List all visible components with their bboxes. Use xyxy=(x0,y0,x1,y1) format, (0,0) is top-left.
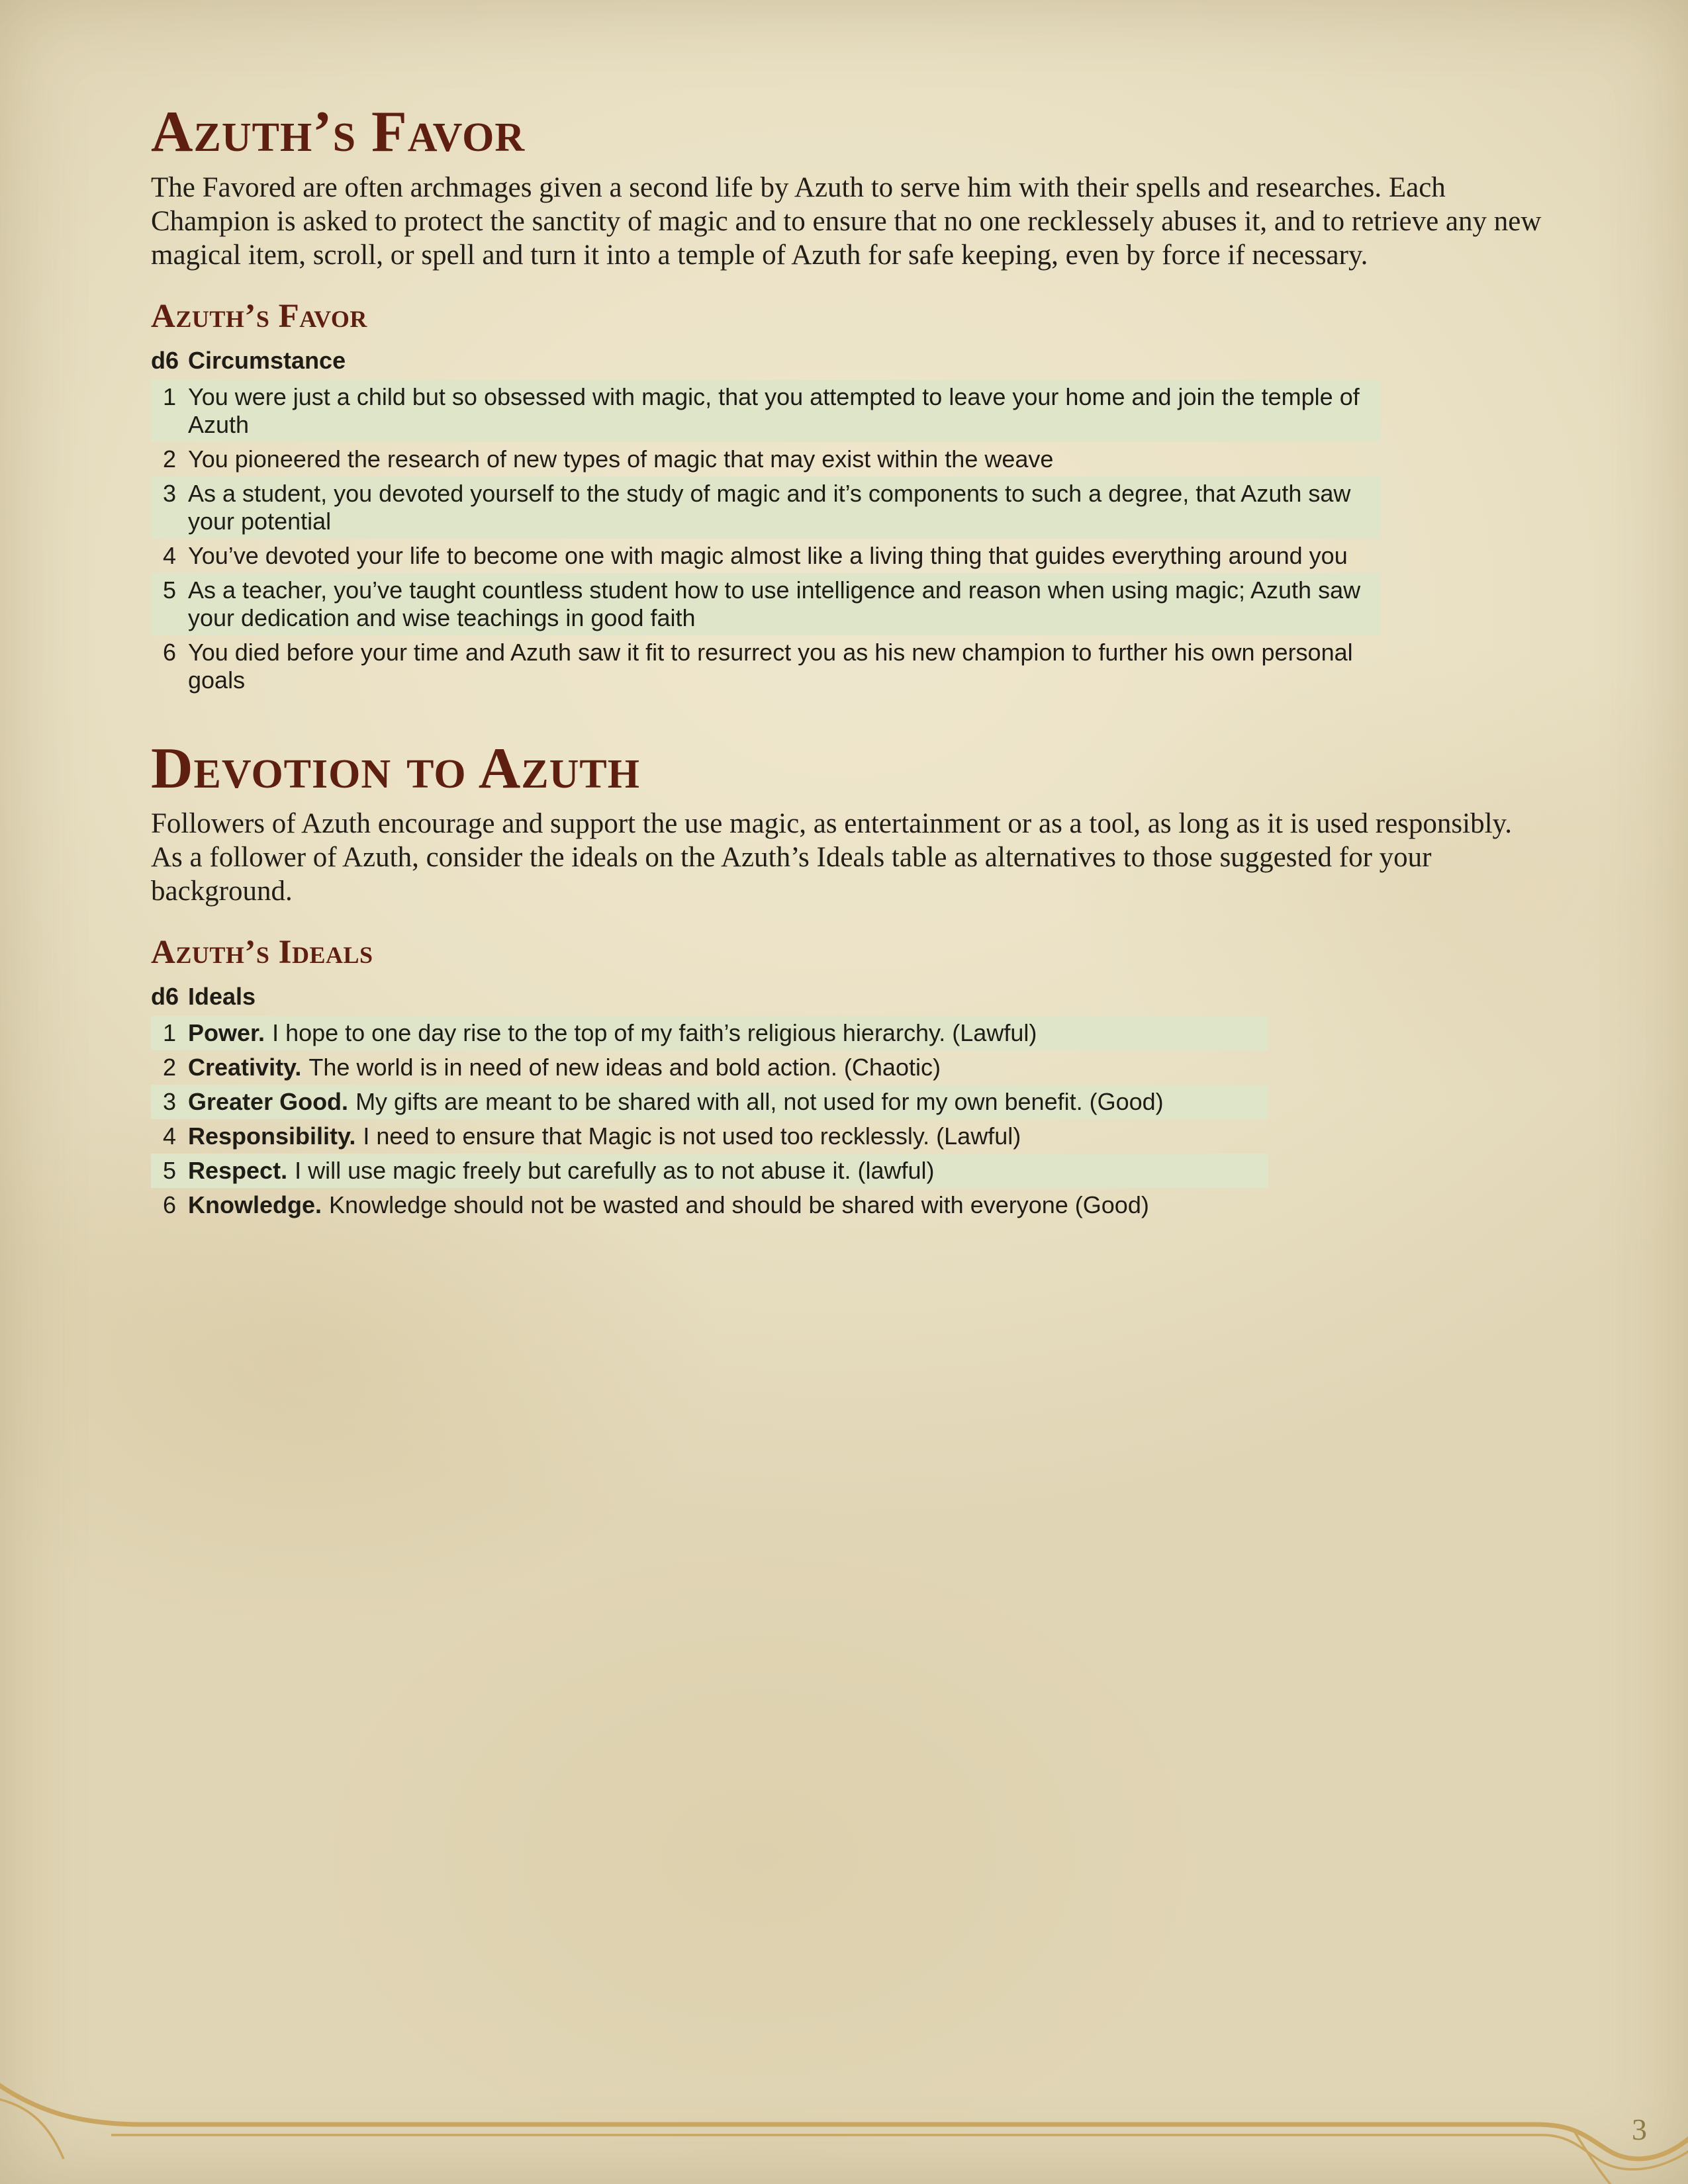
row-text xyxy=(188,1088,1268,1116)
table-row xyxy=(151,573,1381,635)
ideals-table-header xyxy=(151,983,1268,1016)
table-title-azuths-ideals: Azuth’s Ideals xyxy=(151,934,373,972)
table-row xyxy=(151,1016,1268,1050)
row-die: 2 xyxy=(162,1054,177,1081)
row-die: 5 xyxy=(162,1157,177,1185)
row-text xyxy=(188,1122,1268,1150)
ideal-label: Knowledge. xyxy=(188,1191,322,1219)
ideal-text: My gifts are meant to be shared with all, not used for my own benefit. (Good) xyxy=(355,1088,1164,1116)
table-row xyxy=(151,477,1381,539)
row-text: You’ve devoted your life to become one with magic almost like a living thing that guides everything around you xyxy=(188,541,1348,569)
table-row xyxy=(151,635,1381,698)
table-row xyxy=(151,442,1381,477)
ideals-col-die: d6 xyxy=(151,983,179,1011)
row-text: As a student, you devoted yourself to the study of magic and it’s components to such a degree, that Azuth saw your potential xyxy=(188,479,1351,535)
favor-table-rows xyxy=(151,380,1381,698)
section-gap xyxy=(151,698,1548,741)
row-die: 1 xyxy=(162,1019,177,1047)
favor-col-name: Circumstance xyxy=(188,346,346,374)
row-die: 6 xyxy=(162,638,177,666)
table-row xyxy=(151,1154,1268,1188)
row-die: 4 xyxy=(162,541,177,569)
row-text xyxy=(188,1054,1268,1081)
top-margin xyxy=(151,0,1548,105)
table-row xyxy=(151,1119,1268,1154)
row-text xyxy=(188,1019,1268,1047)
ideal-label: Respect. xyxy=(188,1157,288,1185)
ideal-text: Knowledge should not be wasted and should be shared with everyone (Good) xyxy=(329,1191,1149,1219)
page-number: 3 xyxy=(1632,2113,1647,2146)
page-content xyxy=(151,0,1548,1222)
table-row xyxy=(151,1188,1268,1222)
ideal-label: Greater Good. xyxy=(188,1088,349,1116)
ideal-text: I need to ensure that Magic is not used too recklessly. (Lawful) xyxy=(363,1122,1021,1150)
ideals-table-rows xyxy=(151,1016,1268,1222)
table-row xyxy=(151,539,1381,573)
ideal-label: Creativity. xyxy=(188,1054,302,1081)
section-heading-azuths-favor: Azuth’s Favor xyxy=(151,100,526,164)
row-text: You were just a child but so obsessed with magic, that you attempted to leave your home and join the temple of Azuth xyxy=(188,383,1360,438)
ideal-label: Responsibility. xyxy=(188,1122,356,1150)
section-heading-devotion-to-azuth: Devotion to Azuth xyxy=(151,736,641,801)
ideal-text: I will use magic freely but carefully as to not abuse it. (lawful) xyxy=(295,1157,935,1185)
devotion-intro-paragraph: Followers of Azuth encourage and support the use magic, as entertainment or as a tool, as long as it is used responsibly. As a follower of Azuth, consider the ideals on the Azuth’s Ideals table as alternatives to those suggested for your background. xyxy=(151,808,1512,907)
row-die: 2 xyxy=(162,445,177,473)
table-row xyxy=(151,1085,1268,1119)
ideal-text: I hope to one day rise to the top of my faith’s religious hierarchy. (Lawful) xyxy=(272,1019,1037,1047)
footer-flourish-decoration xyxy=(0,1985,1688,2184)
row-text xyxy=(188,1157,1268,1185)
ideals-table xyxy=(151,983,1268,1222)
row-die: 4 xyxy=(162,1122,177,1150)
row-text: You pioneered the research of new types of magic that may exist within the weave xyxy=(188,445,1054,473)
row-die: 6 xyxy=(162,1191,177,1219)
favor-intro-paragraph: The Favored are often archmages given a second life by Azuth to serve him with their spells and researches. Each Champion is asked to protect the sanctity of magic and to ensure that no one recklessely abuses it, and to retrieve any new magical item, scroll, or spell and turn it into a temple of Azuth for safe keeping, even by force if necessary. xyxy=(151,171,1542,271)
row-text: As a teacher, you’ve taught countless student how to use intelligence and reason when using magic; Azuth saw your dedication and wise teachings in good faith xyxy=(188,576,1361,631)
row-die: 3 xyxy=(162,1088,177,1116)
favor-table-header xyxy=(151,347,1381,380)
table-row xyxy=(151,1050,1268,1085)
ideal-label: Power. xyxy=(188,1019,265,1047)
row-die: 3 xyxy=(162,479,177,507)
row-text: You died before your time and Azuth saw it fit to resurrect you as his new champion to further his own personal goals xyxy=(188,638,1353,694)
ideal-text: The world is in need of new ideas and bold action. (Chaotic) xyxy=(308,1054,941,1081)
favor-col-die: d6 xyxy=(151,346,179,374)
table-row xyxy=(151,380,1381,442)
row-die: 1 xyxy=(162,383,177,410)
row-text xyxy=(188,1191,1268,1219)
row-die: 5 xyxy=(162,576,177,604)
table-title-azuths-favor: Azuth’s Favor xyxy=(151,297,367,335)
ideals-col-name: Ideals xyxy=(188,983,256,1011)
favor-table xyxy=(151,347,1381,698)
